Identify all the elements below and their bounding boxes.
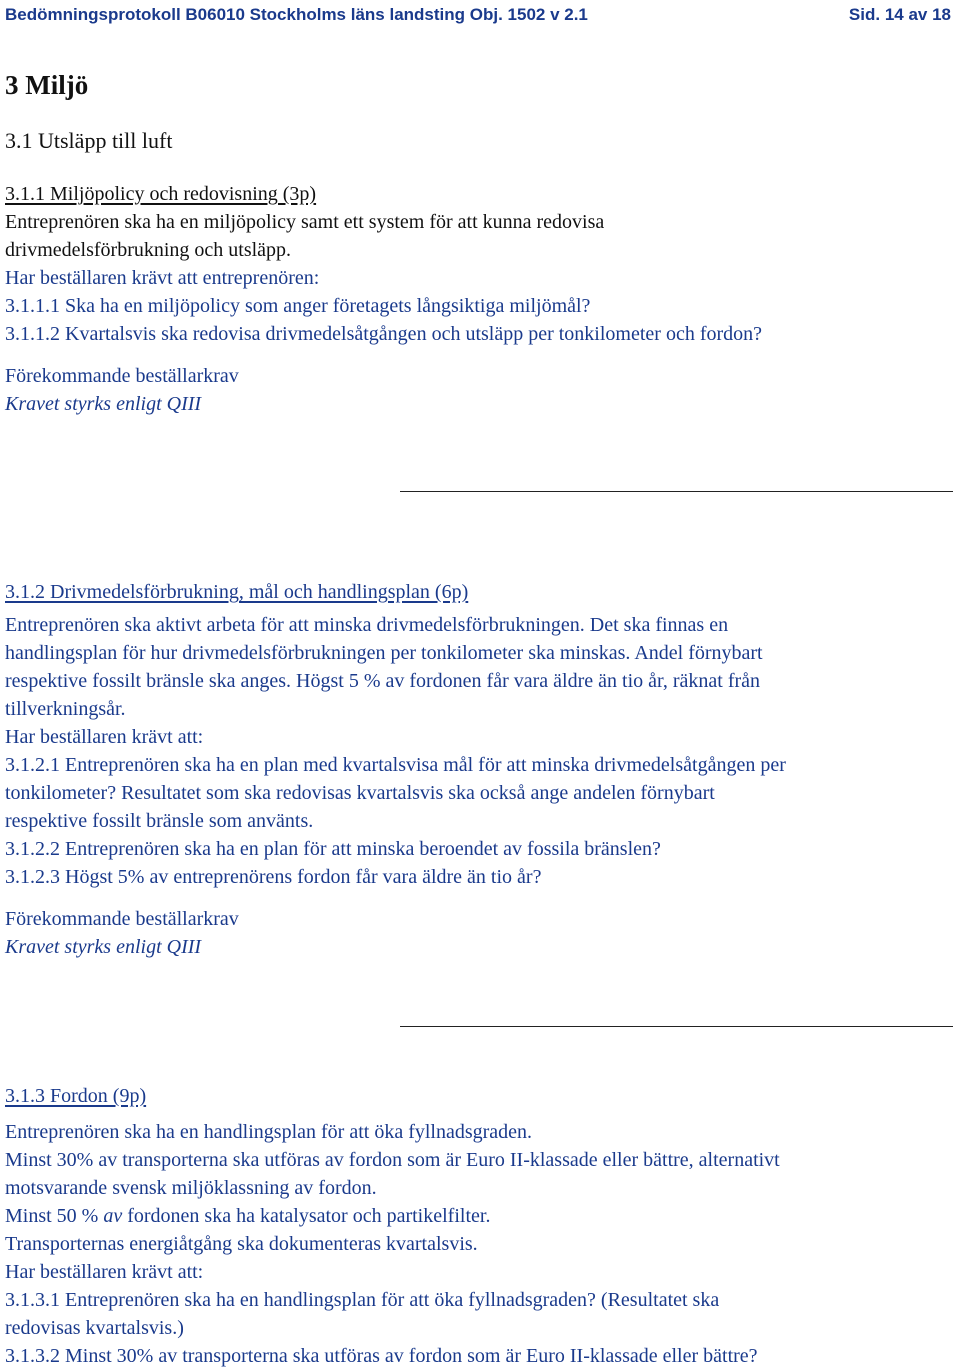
requirement-question: 3.1.1.2 Kvartalsvis ska redovisa drivmedelsåtgången och utsläpp per tonkilometer och fordon?	[5, 323, 763, 345]
section-heading: 3.1 Utsläpp till luft	[5, 128, 173, 153]
text-part-italic: av	[103, 1205, 123, 1227]
divider-line	[400, 1026, 953, 1027]
requirement-question-intro: Har beställaren krävt att entreprenören:	[5, 267, 320, 289]
text-part: fordonen ska ha katalysator och partikelfilter.	[122, 1205, 491, 1227]
requirement-question: 3.1.2.2 Entreprenören ska ha en plan för att minska beroendet av fossila bränslen?	[5, 838, 661, 860]
requirement-question: 3.1.1.1 Ska ha en miljöpolicy som anger företagets långsiktiga miljömål?	[5, 295, 591, 317]
text-part: Minst 50 %	[5, 1205, 104, 1227]
requirement-label: Förekommande beställarkrav	[5, 908, 239, 930]
section-3-1-2	[5, 578, 953, 961]
section-3-1-2-text: Entreprenören ska aktivt arbeta för att minska drivmedelsförbrukningen. Det ska finnas en	[5, 614, 729, 636]
requirement-question: tonkilometer? Resultatet som ska redovisas kvartalsvis ska också ange andelen förnybart	[5, 782, 715, 804]
section-3-1-3-title: 3.1.3 Fordon (9p)	[5, 1085, 147, 1107]
section-3-1-2-text: respektive fossilt bränsle ska anges. Högst 5 % av fordonen får vara äldre än tio år, räknat från	[5, 670, 761, 692]
section-3-1-1-text: Entreprenören ska ha en miljöpolicy samt ett system för att kunna redovisa	[5, 211, 605, 233]
requirement-question: redovisas kvartalsvis.)	[5, 1317, 184, 1339]
section-3-1-3-text: motsvarande svensk miljöklassning av fordon.	[5, 1177, 377, 1199]
chapter-heading: 3 Miljö	[5, 70, 89, 100]
requirement-question: 3.1.2.3 Högst 5% av entreprenörens fordon får vara äldre än tio år?	[5, 866, 542, 888]
requirement-question: respektive fossilt bränsle som använts.	[5, 810, 314, 832]
section-3-1-2-title: 3.1.2 Drivmedelsförbrukning, mål och handlingsplan (6p)	[5, 581, 469, 603]
section-3-1-1	[5, 180, 953, 418]
section-3-1-3-text: Entreprenören ska ha en handlingsplan för att öka fyllnadsgraden.	[5, 1121, 533, 1143]
page-header	[5, 2, 951, 28]
section-3-1-3	[5, 1082, 953, 1370]
requirement-question: 3.1.3.1 Entreprenören ska ha en handlingsplan för att öka fyllnadsgraden? (Resultatet ska	[5, 1289, 720, 1311]
section-3-1-2-text: tillverkningsår.	[5, 698, 126, 720]
header-document-title: Bedömningsprotokoll B06010 Stockholms läns landsting Obj. 1502 v 2.1	[5, 5, 588, 24]
verification-note: Kravet styrks enligt QIII	[5, 936, 202, 958]
section-3-1-3-text	[5, 1202, 953, 1230]
requirement-label: Förekommande beställarkrav	[5, 365, 239, 387]
requirement-question-intro: Har beställaren krävt att:	[5, 1261, 204, 1283]
verification-note: Kravet styrks enligt QIII	[5, 393, 202, 415]
header-page-number: Sid. 14 av 18	[848, 5, 951, 24]
requirement-question: 3.1.2.1 Entreprenören ska ha en plan med kvartalsvisa mål för att minska drivmedelsåtgången per	[5, 754, 786, 776]
requirement-question: 3.1.3.2 Minst 30% av transporterna ska utföras av fordon som är Euro II-klassade eller bättre?	[5, 1345, 758, 1367]
requirement-question-intro: Har beställaren krävt att:	[5, 726, 204, 748]
divider-line	[400, 491, 953, 492]
section-3-1-3-text: Minst 30% av transporterna ska utföras av fordon som är Euro II-klassade eller bättre, alternativt	[5, 1149, 780, 1171]
section-3-1-1-title: 3.1.1 Miljöpolicy och redovisning (3p)	[5, 183, 317, 205]
section-3-1-2-text: handlingsplan för hur drivmedelsförbrukningen per tonkilometer ska minskas. Andel förnybart	[5, 642, 763, 664]
section-3-1-3-text: Transporternas energiåtgång ska dokumenteras kvartalsvis.	[5, 1233, 478, 1255]
section-3-1-1-text: drivmedelsförbrukning och utsläpp.	[5, 239, 292, 261]
